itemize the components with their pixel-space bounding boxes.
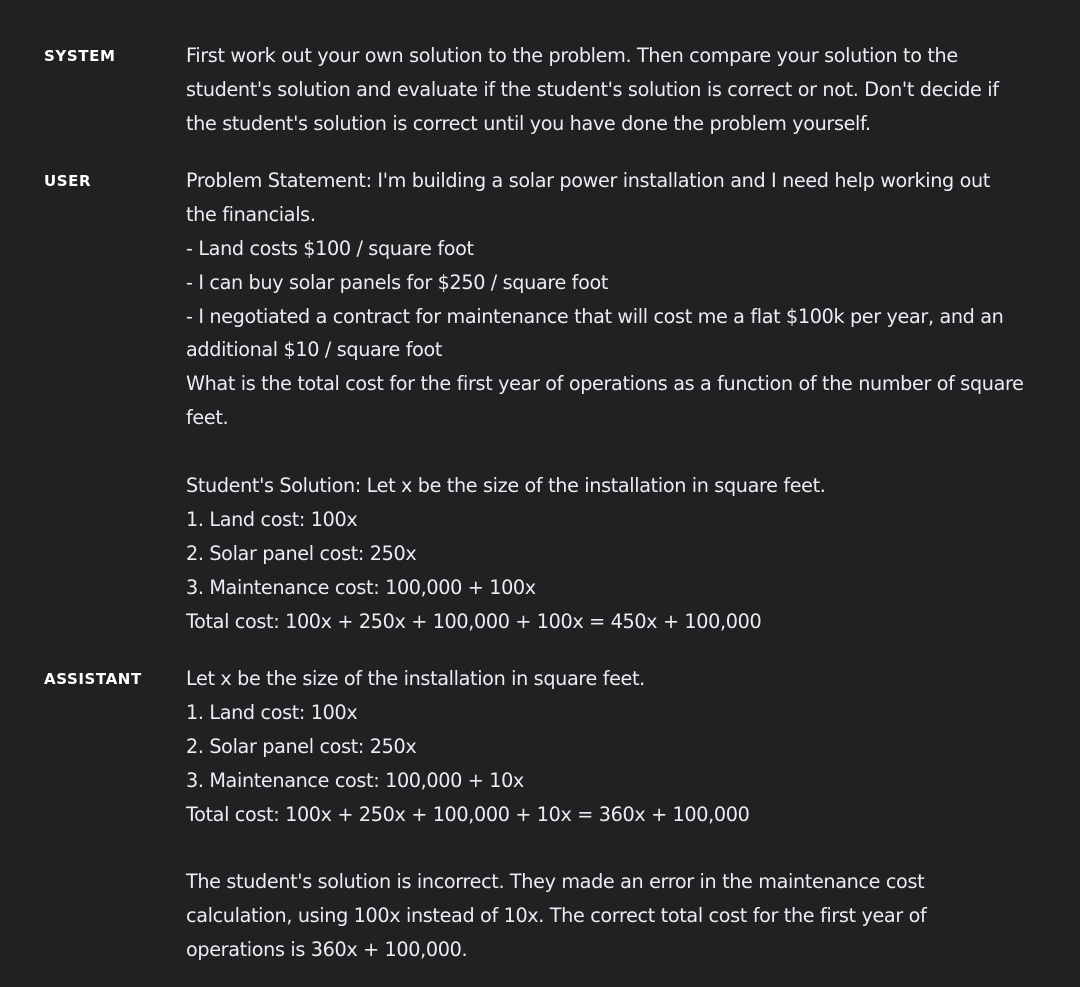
- role-label: ASSISTANT: [44, 670, 142, 688]
- message-line: Problem Statement: I'm building a solar power installation and I need help working out: [186, 169, 990, 192]
- message-line: 3. Maintenance cost: 100,000 + 100x: [186, 575, 536, 599]
- message-line: 2. Solar panel cost: 250x: [186, 541, 417, 565]
- paragraph-gap: [186, 831, 1076, 865]
- message-line: feet.: [186, 406, 229, 430]
- message-line: 1. Land cost: 100x: [186, 507, 358, 531]
- message-line: 1. Land cost: 100x: [186, 700, 358, 724]
- message-line: - Land costs $100 / square foot: [186, 236, 474, 260]
- message-line: 3. Maintenance cost: 100,000 + 10x: [186, 768, 524, 792]
- message-line: First work out your own solution to the problem. Then compare your solution to the: [186, 44, 958, 67]
- message-line: operations is 360x + 100,000.: [186, 938, 468, 962]
- message-line: The student's solution is incorrect. They made an error in the maintenance cost: [186, 870, 925, 894]
- message-line: What is the total cost for the first year of operations as a function of the number of square: [186, 372, 1024, 396]
- paragraph-gap: [186, 435, 1076, 469]
- message-content: [186, 662, 1076, 967]
- message-line: additional $10 / square foot: [186, 338, 443, 362]
- message-line: Student's Solution: Let x be the size of the installation in square feet.: [186, 474, 826, 498]
- message-line: the financials.: [186, 202, 316, 226]
- message-line: Let x be the size of the installation in square feet.: [186, 667, 645, 690]
- role-label: SYSTEM: [44, 47, 116, 65]
- message-line: the student's solution is correct until you have done the problem yourself.: [186, 111, 871, 135]
- message-line: - I can buy solar panels for $250 / square foot: [186, 270, 609, 294]
- message-line: calculation, using 100x instead of 10x. The correct total cost for the first year of: [186, 904, 927, 928]
- message-line: Total cost: 100x + 250x + 100,000 + 10x = 360x + 100,000: [186, 802, 750, 826]
- message-line: - I negotiated a contract for maintenance that will cost me a flat $100k per year, and an: [186, 304, 1004, 328]
- message-content: [186, 39, 1076, 141]
- role-label: USER: [44, 172, 92, 190]
- message-line: Total cost: 100x + 250x + 100,000 + 100x = 450x + 100,000: [186, 609, 762, 633]
- message-line: student's solution and evaluate if the student's solution is correct or not. Don't decide if: [186, 77, 999, 101]
- message-line: 2. Solar panel cost: 250x: [186, 734, 417, 758]
- message-content: [186, 164, 1076, 638]
